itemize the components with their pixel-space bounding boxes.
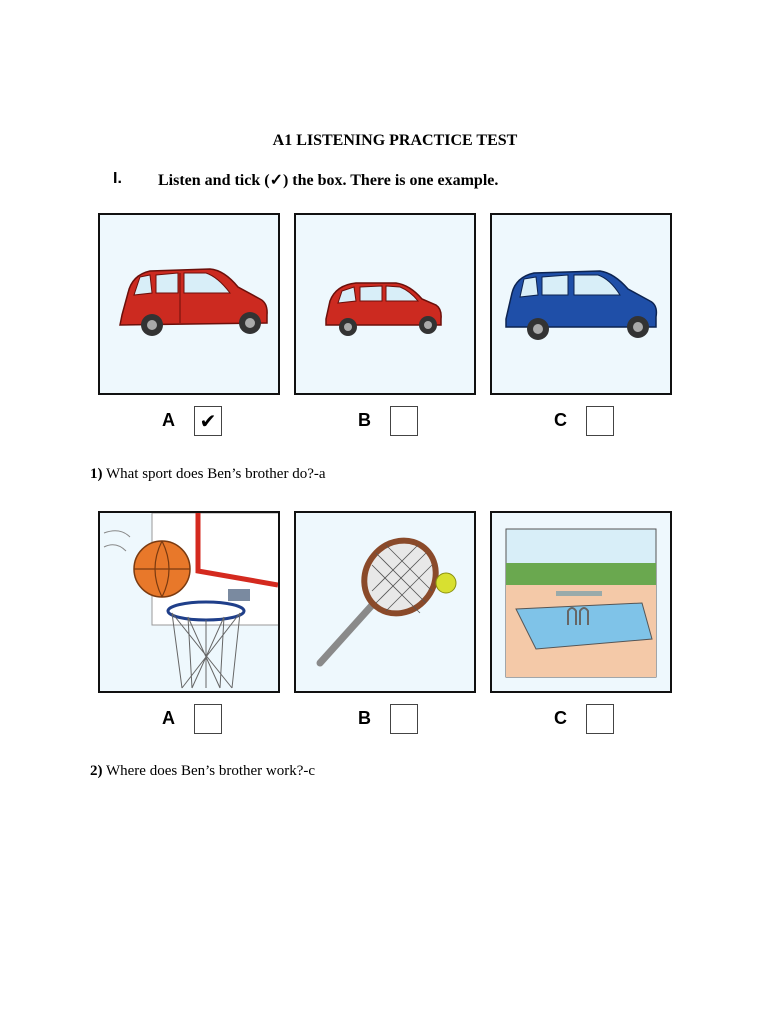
basketball-hoop-icon	[100, 513, 278, 691]
tennis-racket-icon	[296, 513, 474, 691]
option-letter: A	[162, 708, 175, 728]
question-text: What sport does Ben’s brother do?-a	[102, 466, 326, 482]
option-letter: C	[554, 410, 567, 430]
picture-small-red-car	[294, 213, 476, 395]
option-letter: A	[162, 410, 175, 430]
tick-box[interactable]	[390, 406, 418, 436]
tick-box[interactable]	[194, 704, 222, 734]
picture-swimming-pool	[490, 511, 672, 693]
page-title: A1 LISTENING PRACTICE TEST	[272, 132, 518, 149]
question-number: 2)	[90, 763, 103, 779]
tick-box[interactable]	[390, 704, 418, 734]
red-car-icon	[100, 215, 278, 393]
question-text: Where does Ben’s brother work?-c	[102, 763, 316, 779]
option-letter: B	[358, 410, 371, 430]
section-instruction: Listen and tick (✓) the box. There is one example.	[158, 172, 499, 189]
picture-basketball-hoop	[98, 511, 280, 693]
picture-blue-car	[490, 213, 672, 395]
small-red-car-icon	[296, 215, 474, 393]
question-number: 1)	[90, 466, 103, 482]
question-1	[90, 466, 326, 483]
picture-red-hatchback-car	[98, 213, 280, 395]
tick-box[interactable]	[586, 704, 614, 734]
swimming-pool-icon	[492, 513, 670, 691]
blue-car-icon	[492, 215, 670, 393]
example-picture-row	[98, 213, 672, 395]
section-number: I.	[113, 170, 122, 187]
tick-box[interactable]	[586, 406, 614, 436]
picture-tennis-racket	[294, 511, 476, 693]
question-2	[90, 763, 315, 780]
question-1-picture-row	[98, 511, 672, 693]
tick-box-checked[interactable]: ✔	[194, 406, 222, 436]
option-letter: C	[554, 708, 567, 728]
option-letter: B	[358, 708, 371, 728]
